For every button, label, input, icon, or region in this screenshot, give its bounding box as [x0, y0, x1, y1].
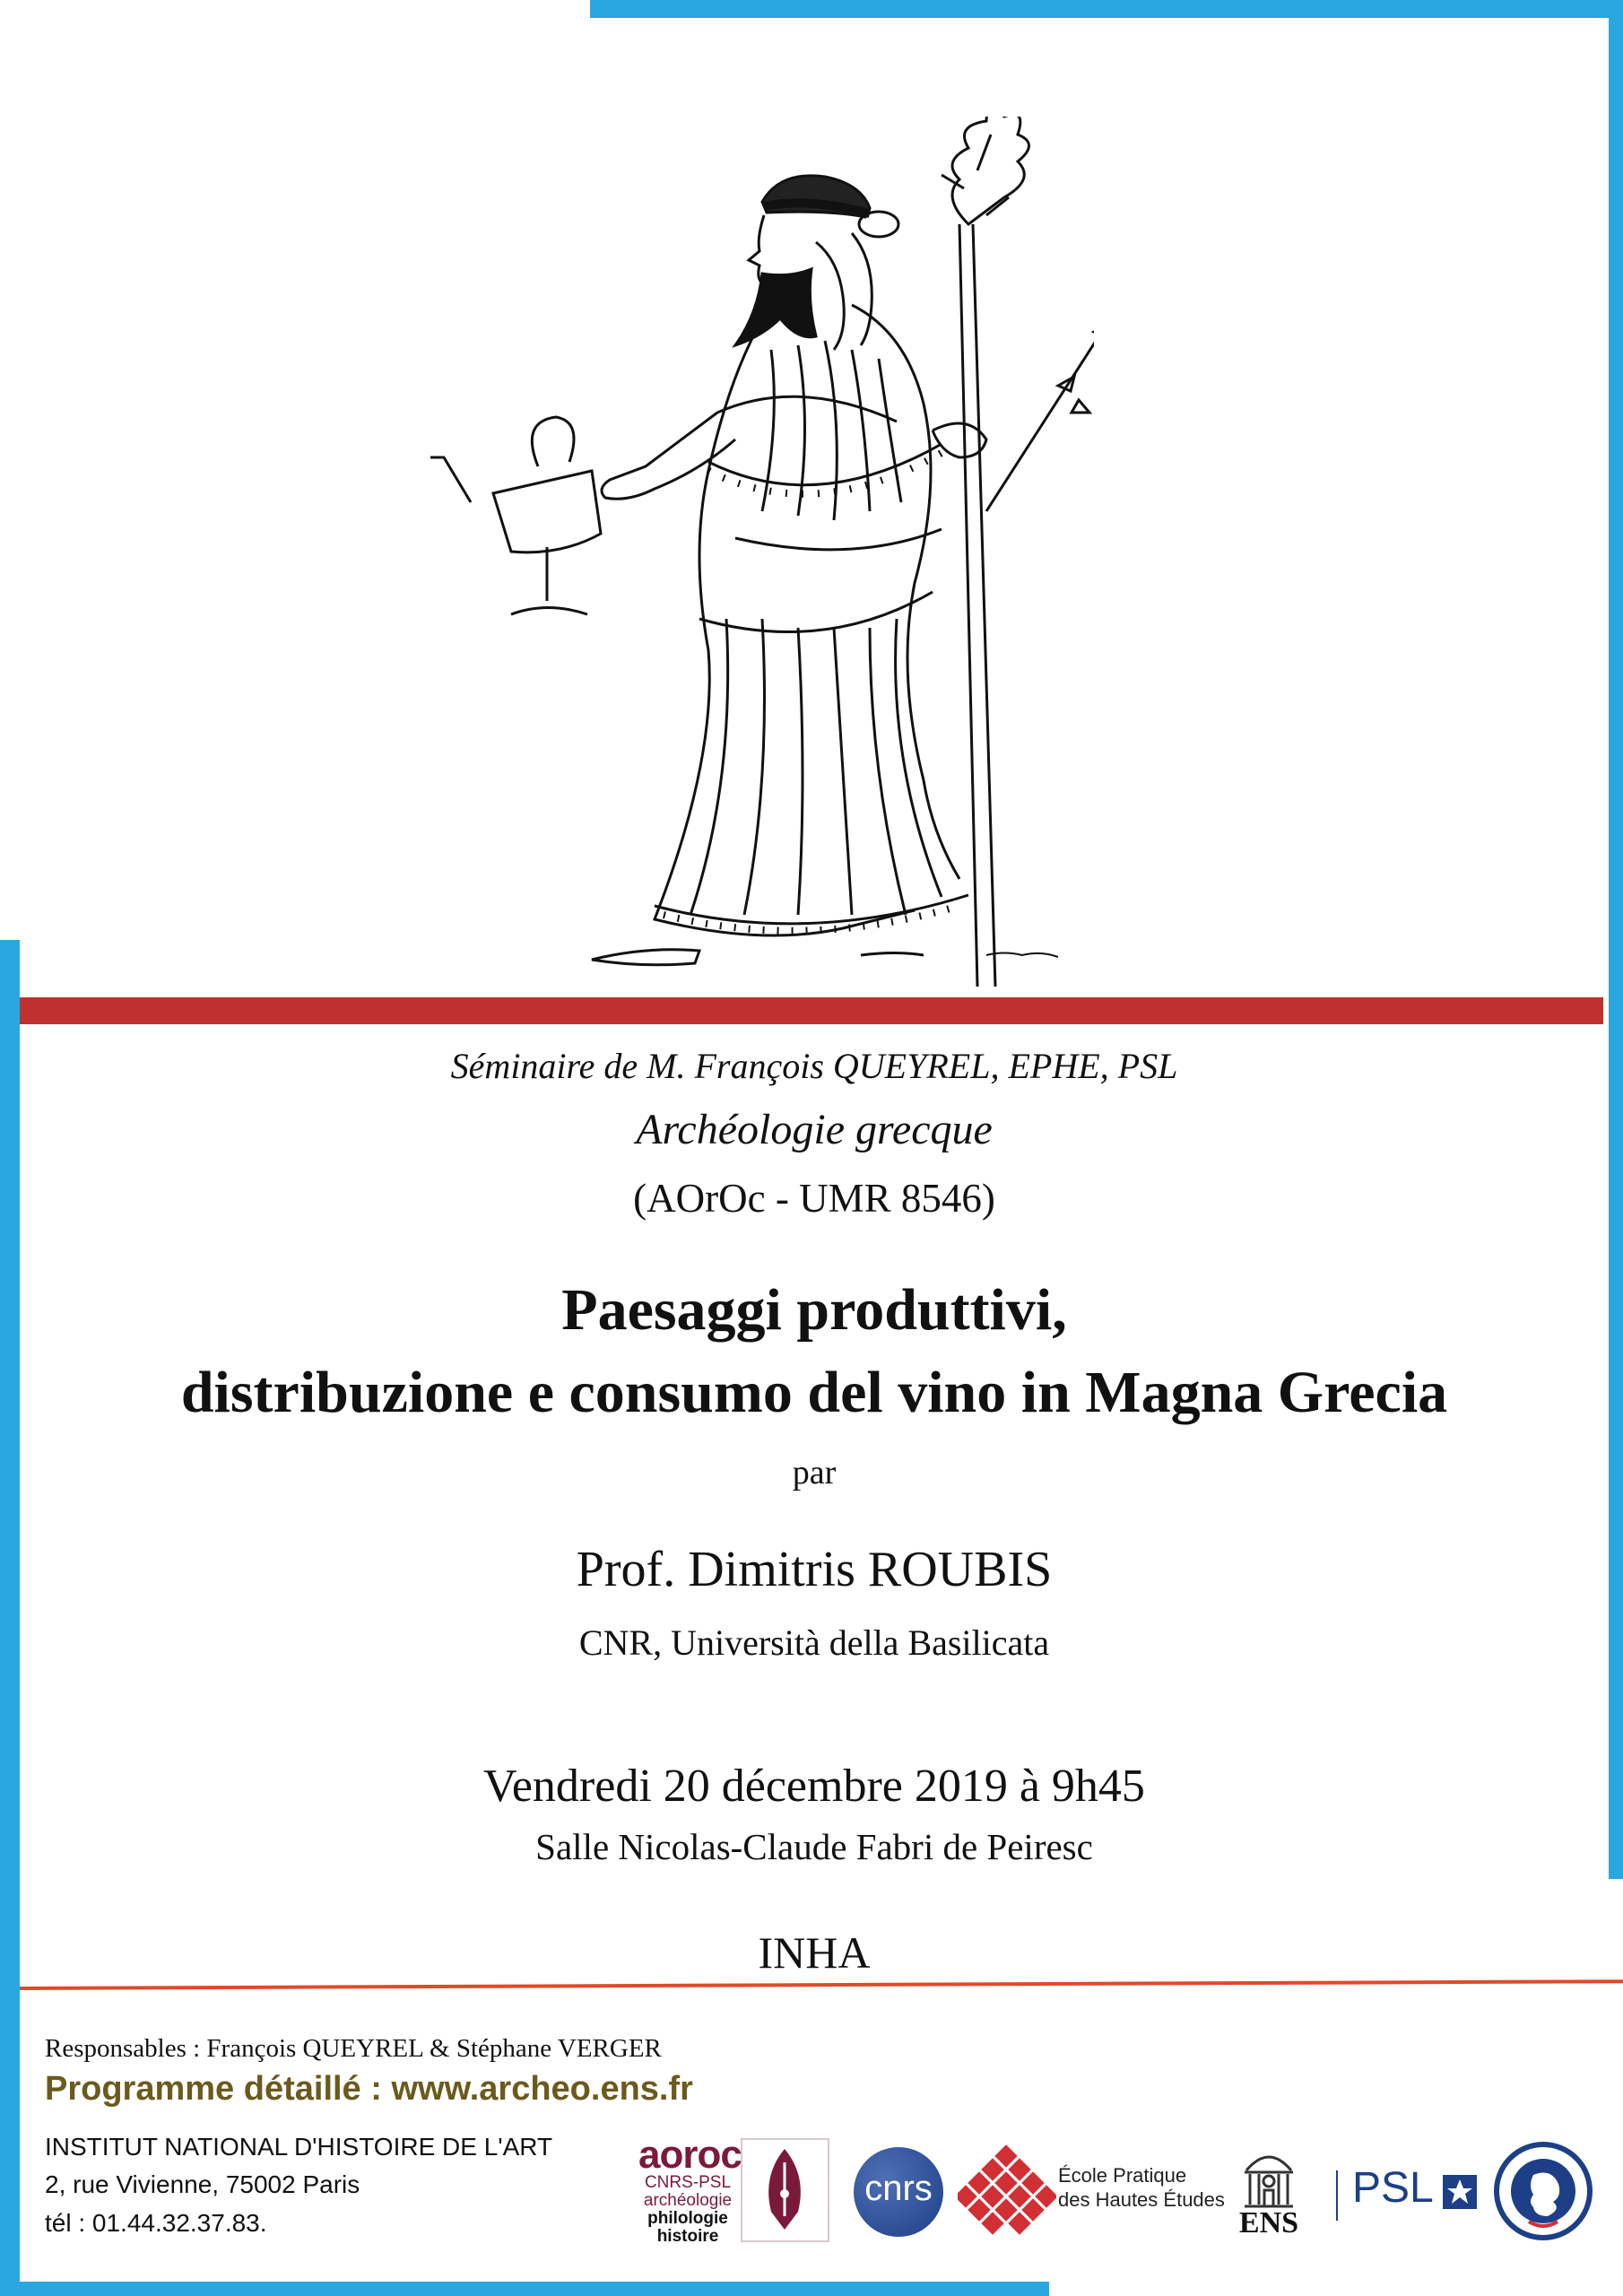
event-date: Vendredi 20 décembre 2019 à 9h45 — [483, 1761, 1145, 1812]
bottom-frame-bar — [0, 2282, 1049, 2296]
speaker-affiliation: CNR, Università della Basilicata — [578, 1622, 1050, 1663]
ephe-line-1: École Pratique — [1058, 2164, 1187, 2187]
aoroc-sub-2: archéologie — [643, 2191, 733, 2210]
footer-divider — [20, 1979, 1623, 1990]
psl-separator — [1336, 2170, 1338, 2221]
ephe-line-2: des Hautes Études — [1058, 2188, 1225, 2211]
talk-title — [20, 1269, 1609, 1434]
address-line-1: INSTITUT NATIONAL D'HISTOIRE DE L'ART — [45, 2133, 553, 2161]
psl-logo-text: PSL — [1352, 2164, 1434, 2212]
seminar-line: Séminaire de M. François QUEYREL, EPHE, PSL — [450, 1046, 1178, 1086]
right-frame-bar — [1609, 0, 1623, 1879]
address-line-3: tél : 01.44.32.37.83. — [45, 2209, 267, 2237]
address-line-2: 2, rue Vivienne, 75002 Paris — [45, 2170, 360, 2198]
programme-link[interactable]: Programme détaillé : www.archeo.ens.fr — [45, 2070, 693, 2108]
event-venue: INHA — [758, 1927, 871, 1978]
event-room: Salle Nicolas-Claude Fabri de Peiresc — [535, 1826, 1093, 1867]
aoroc-sub-3: philologie — [647, 2209, 728, 2228]
talk-title-line2: distribuzione e consumo del vino in Magna Grecia — [180, 1360, 1448, 1425]
greek-figure-illustration — [430, 117, 1094, 991]
cnrs-logo-text: cnrs — [864, 2169, 933, 2208]
aoroc-logo-word: aoroc — [638, 2133, 742, 2177]
ens-logo-text: ENS — [1238, 2206, 1299, 2239]
par-text: par — [792, 1454, 837, 1492]
aoroc-logo-subtitle — [638, 2174, 737, 2246]
psl-star-icon — [1442, 2174, 1478, 2210]
responsables-text: Responsables : François QUEYREL & Stéphane VERGER — [45, 2034, 662, 2063]
umr-line: (AOrOc - UMR 8546) — [633, 1176, 995, 1221]
top-frame-bar — [590, 0, 1623, 18]
ens-building-icon — [1237, 2144, 1300, 2208]
talk-title-line1: Paesaggi produttivi, — [561, 1277, 1067, 1343]
speaker-name: Prof. Dimitris ROUBIS — [576, 1542, 1053, 1597]
seminar-subject: Archéologie grecque — [636, 1106, 993, 1153]
quill-pen-icon — [741, 2138, 829, 2242]
aoroc-sub-1: CNRS-PSL — [644, 2173, 732, 2192]
investir-avenir-seal-icon — [1493, 2141, 1593, 2241]
aoroc-sub-4: histoire — [656, 2227, 719, 2246]
ephe-diamond-icon — [958, 2144, 1056, 2242]
red-separator-band — [20, 997, 1603, 1024]
left-frame-bar — [0, 940, 20, 2296]
ephe-logo-text — [1058, 2163, 1225, 2212]
